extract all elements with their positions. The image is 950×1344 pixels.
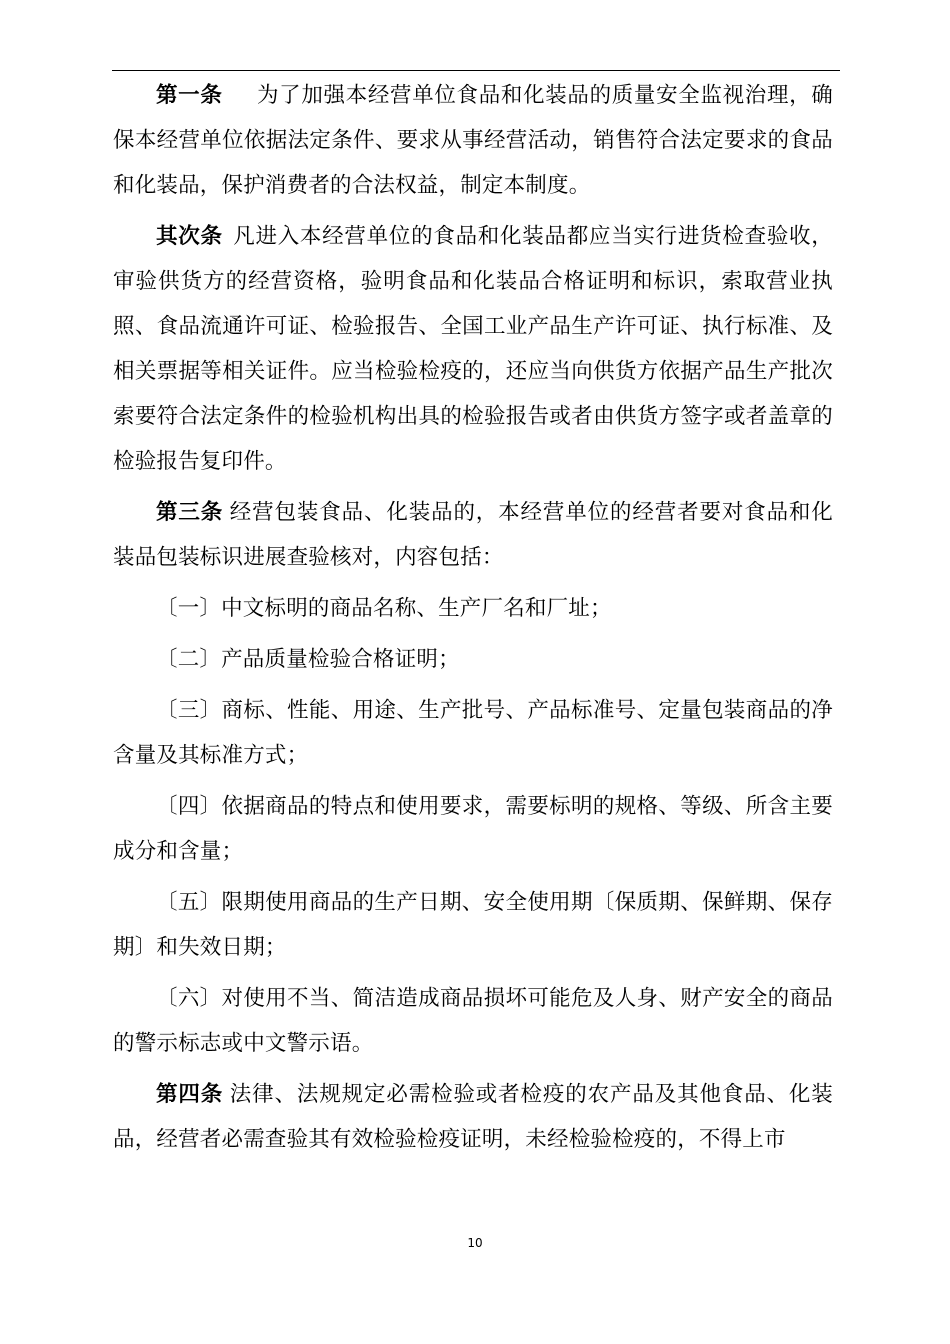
document-body — [113, 73, 833, 1168]
article-3 — [113, 490, 833, 580]
page-number: 10 — [467, 1236, 483, 1250]
article-3-item-4: 〔四〕依据商品的特点和使用要求，需要标明的规格、等级、所含主要成分和含量； — [113, 794, 833, 864]
article-4-heading: 第四条 — [156, 1082, 224, 1107]
article-1-text: 为了加强本经营单位食品和化装品的质量安全监视治理，确保本经营单位依据法定条件、要求从事经营活动，销售符合法定要求的食品和化装品，保护消费者的合法权益，制定本制度。 — [113, 83, 834, 198]
article-2-heading: 其次条 — [156, 224, 223, 249]
header-rule — [112, 70, 840, 71]
article-3-item-2: 〔二〕产品质量检验合格证明； — [156, 647, 460, 672]
article-2-text: 凡进入本经营单位的食品和化装品都应当实行进货检查验收，审验供货方的经营资格，验明食品和化装品合格证明和标识，索取营业执照、食品流通许可证、检验报告、全国工业产品生产许可证、执行标准、及相关票据等相关证件。应当检验检疫的，还应当向供货方依据产品生产批次索要符合法定条件的检验机构出具的检验报告或者由供货方签字或者盖章的检验报告复印件。 — [113, 224, 833, 474]
article-3-item-6: 〔六〕对使用不当、简洁造成商品损坏可能危及人身、财产安全的商品的警示标志或中文警示语。 — [113, 986, 833, 1056]
article-4 — [113, 1072, 833, 1162]
article-3-heading: 第三条 — [156, 500, 224, 525]
article-3-item-3: 〔三〕商标、性能、用途、生产批号、产品标准号、定量包装商品的净含量及其标准方式； — [113, 698, 833, 768]
article-1 — [113, 73, 833, 208]
article-3-text: 经营包装食品、化装品的，本经营单位的经营者要对食品和化装品包装标识进展查验核对，内容包括： — [113, 500, 833, 570]
article-3-item-5: 〔五〕限期使用商品的生产日期、安全使用期〔保质期、保鲜期、保存期〕和失效日期； — [113, 890, 833, 960]
article-1-heading: 第一条 — [156, 83, 223, 108]
article-2 — [113, 214, 833, 484]
article-3-item-1: 〔一〕中文标明的商品名称、生产厂名和厂址； — [156, 596, 612, 621]
article-4-text: 法律、法规规定必需检验或者检疫的农产品及其他食品、化装品，经营者必需查验其有效检验检疫证明，未经检验检疫的，不得上市 — [113, 1082, 833, 1152]
